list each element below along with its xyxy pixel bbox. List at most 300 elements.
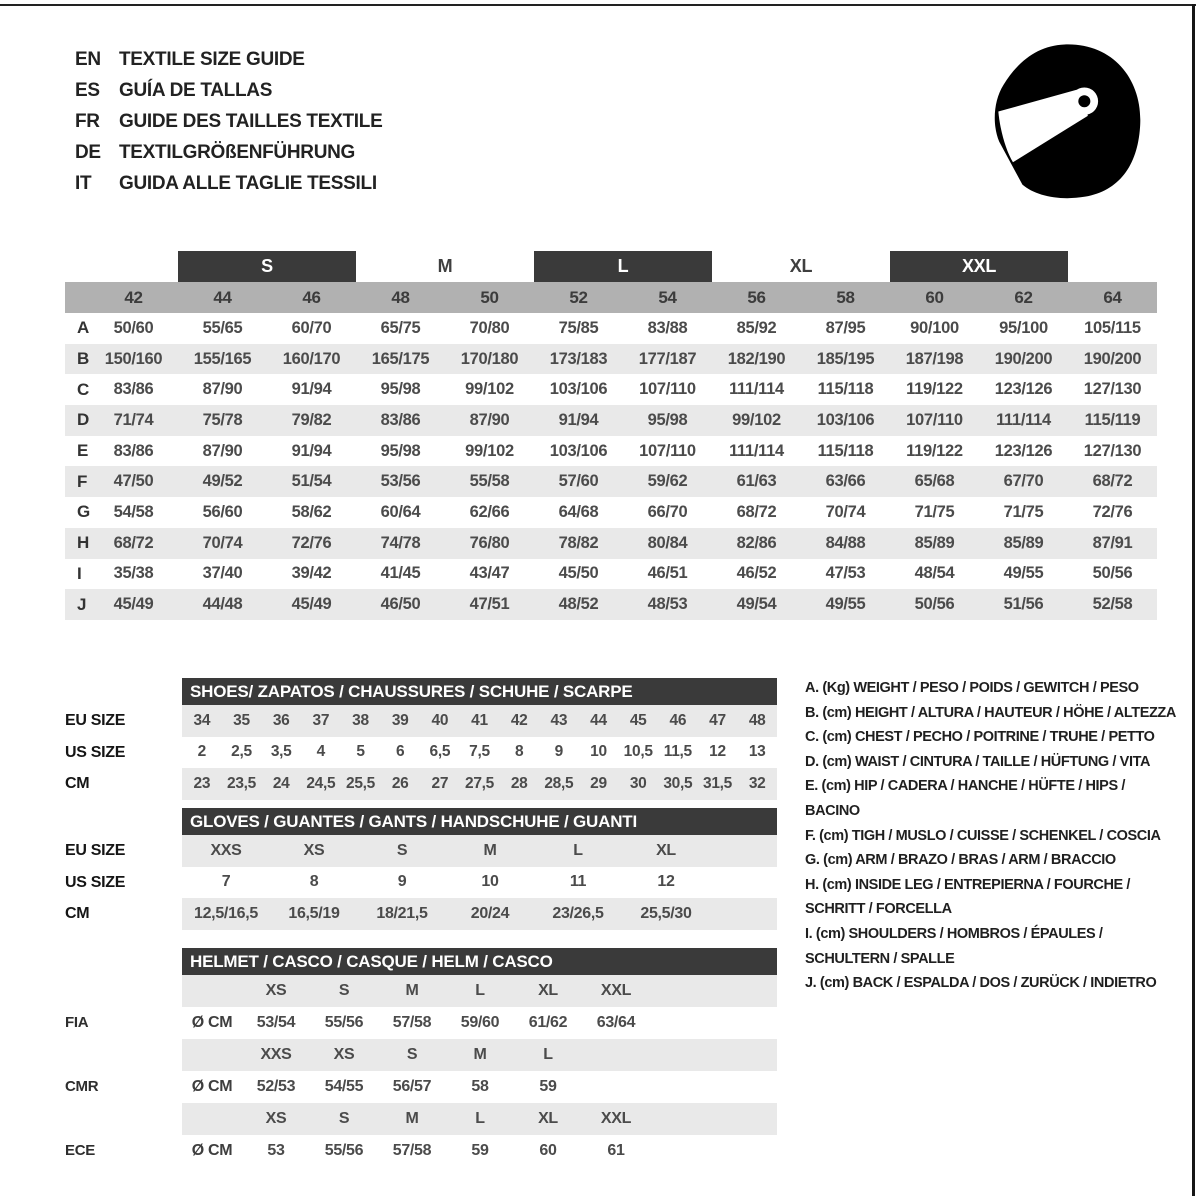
language-code: EN bbox=[75, 49, 101, 70]
textile-row-E bbox=[65, 436, 1157, 467]
textile-value: 71/75 bbox=[914, 502, 955, 521]
textile-row-label: C bbox=[77, 379, 89, 399]
numeric-spacer bbox=[65, 282, 89, 313]
textile-value: 68/72 bbox=[736, 502, 777, 521]
helmet-value: 60 bbox=[539, 1142, 557, 1159]
textile-value: 190/200 bbox=[1083, 349, 1142, 368]
textile-row-label: G bbox=[77, 502, 90, 522]
textile-value: 65/75 bbox=[380, 318, 421, 337]
textile-value: 107/110 bbox=[906, 410, 963, 429]
diameter-unit: Ø CM bbox=[191, 1142, 233, 1159]
textile-value: 51/56 bbox=[1003, 595, 1044, 614]
gloves-value: L bbox=[573, 841, 583, 859]
shoes-value: 31,5 bbox=[703, 774, 732, 792]
textile-row-I bbox=[65, 559, 1157, 590]
gloves-value: XS bbox=[303, 841, 325, 859]
textile-value: 76/80 bbox=[469, 533, 510, 552]
shoes-value: 32 bbox=[748, 774, 766, 792]
textile-value: 170/180 bbox=[460, 349, 519, 368]
language-row-en bbox=[75, 44, 382, 75]
textile-value: 41/45 bbox=[380, 564, 421, 583]
textile-value: 48/54 bbox=[914, 564, 955, 583]
shoes-value: 45 bbox=[629, 711, 647, 729]
shoes-value: 30 bbox=[629, 774, 647, 792]
legend-item: E. (cm) HIP / CADERA / HANCHE / HÜFTE / HIPS / BACINO bbox=[805, 778, 1125, 819]
textile-value: 111/114 bbox=[996, 410, 1051, 429]
textile-value: 190/200 bbox=[994, 349, 1053, 368]
helmet-band-spacer bbox=[182, 975, 242, 1007]
language-title: GUÍA DE TALLAS bbox=[119, 80, 273, 101]
helmet-standard-FIA: FIA bbox=[65, 1014, 89, 1031]
helmet-size-header: S bbox=[338, 982, 350, 999]
textile-value: 50/56 bbox=[1092, 564, 1133, 583]
helmet-section bbox=[65, 948, 777, 1167]
gloves-section bbox=[65, 808, 777, 930]
helmet-size-header: XS bbox=[265, 982, 287, 999]
shoes-row-label: US SIZE bbox=[65, 743, 126, 761]
numeric-size-52: 52 bbox=[569, 287, 588, 307]
textile-value: 119/122 bbox=[906, 441, 963, 460]
textile-value: 90/100 bbox=[910, 318, 959, 337]
language-title: TEXTILGRÖßENFÜHRUNG bbox=[119, 142, 356, 163]
textile-value: 75/78 bbox=[202, 410, 243, 429]
shoes-value: 4 bbox=[316, 743, 325, 761]
shoes-value: 27,5 bbox=[465, 774, 494, 792]
numeric-size-54: 54 bbox=[658, 287, 677, 307]
numeric-size-60: 60 bbox=[925, 287, 944, 307]
helmet-size-header: XS bbox=[333, 1046, 355, 1063]
textile-value: 75/85 bbox=[558, 318, 599, 337]
gloves-value: M bbox=[483, 841, 497, 859]
helmet-value: 55/56 bbox=[324, 1142, 364, 1159]
language-row-es bbox=[75, 75, 382, 106]
textile-value: 70/74 bbox=[202, 533, 243, 552]
textile-value: 111/114 bbox=[729, 441, 784, 460]
shoes-value: 27 bbox=[431, 774, 449, 792]
textile-row-label: A bbox=[77, 318, 89, 338]
helmet-size-header: S bbox=[406, 1046, 418, 1063]
gloves-labels bbox=[65, 808, 182, 930]
size-group-M: M bbox=[437, 256, 453, 276]
shoes-value: 5 bbox=[356, 743, 365, 761]
textile-row-D bbox=[65, 405, 1157, 436]
helmet-title: HELMET / CASCO / CASQUE / HELM / CASCO bbox=[190, 951, 553, 971]
textile-value: 177/187 bbox=[638, 349, 697, 368]
shoes-value: 34 bbox=[193, 711, 211, 729]
textile-value: 49/52 bbox=[202, 472, 243, 491]
textile-value: 71/75 bbox=[1003, 502, 1044, 521]
shoes-value: 6 bbox=[396, 743, 405, 761]
helmet-value: 63/64 bbox=[596, 1014, 636, 1031]
textile-row-C bbox=[65, 374, 1157, 405]
numeric-size-56: 56 bbox=[747, 287, 766, 307]
helmet-value: 55/56 bbox=[324, 1014, 364, 1031]
legend-item: C. (cm) CHEST / PECHO / POITRINE / TRUHE / PETTO bbox=[805, 729, 1155, 746]
shoes-value: 6,5 bbox=[429, 743, 451, 761]
textile-row-A bbox=[65, 313, 1157, 344]
legend-item: D. (cm) WAIST / CINTURA / TAILLE / HÜFTUNG / VITA bbox=[805, 753, 1151, 770]
language-title: GUIDE DES TAILLES TEXTILE bbox=[119, 111, 383, 132]
shoes-value: 30,5 bbox=[663, 774, 693, 792]
textile-value: 105/115 bbox=[1084, 318, 1141, 337]
helmet-label-spacer bbox=[65, 1039, 182, 1071]
language-row-fr bbox=[75, 106, 382, 137]
textile-value: 68/72 bbox=[113, 533, 154, 552]
shoes-value: 2 bbox=[197, 743, 206, 761]
helmet-value: 58 bbox=[471, 1078, 489, 1095]
helmet-band-spacer bbox=[182, 1039, 242, 1071]
language-title: GUIDA ALLE TAGLIE TESSILI bbox=[119, 173, 377, 194]
numeric-size-50: 50 bbox=[480, 287, 499, 307]
textile-value: 103/106 bbox=[549, 441, 608, 460]
language-row-de bbox=[75, 137, 382, 168]
textile-value: 46/51 bbox=[647, 564, 688, 583]
textile-size-table bbox=[65, 251, 1157, 620]
textile-value: 47/50 bbox=[113, 472, 154, 491]
shoes-value: 42 bbox=[510, 711, 528, 729]
helmet-value-row bbox=[182, 1135, 777, 1167]
shoes-value: 7,5 bbox=[469, 743, 490, 761]
shoes-value: 46 bbox=[669, 711, 687, 729]
textile-value: 127/130 bbox=[1083, 441, 1142, 460]
shoes-title-bar bbox=[182, 678, 777, 705]
textile-value: 49/55 bbox=[825, 595, 866, 614]
language-header bbox=[75, 44, 382, 199]
shoes-value: 13 bbox=[748, 743, 766, 761]
textile-row-label: D bbox=[77, 410, 89, 430]
numeric-size-48: 48 bbox=[391, 287, 410, 307]
textile-value: 80/84 bbox=[647, 533, 688, 552]
helmet-value bbox=[582, 1071, 650, 1103]
textile-value: 45/50 bbox=[558, 564, 599, 583]
textile-value: 115/118 bbox=[817, 441, 874, 460]
helmet-label-spacer bbox=[65, 975, 182, 1007]
textile-value: 85/89 bbox=[914, 533, 955, 552]
textile-value: 85/92 bbox=[736, 318, 777, 337]
textile-value: 150/160 bbox=[104, 349, 163, 368]
helmet-size-header: XXL bbox=[600, 982, 632, 999]
gloves-value: S bbox=[396, 841, 408, 859]
textile-value: 84/88 bbox=[825, 533, 866, 552]
textile-value: 72/76 bbox=[1092, 502, 1133, 521]
gloves-value: 16,5/19 bbox=[288, 904, 340, 922]
textile-value: 103/106 bbox=[549, 380, 608, 399]
textile-value: 107/110 bbox=[639, 441, 696, 460]
shoes-value: 10 bbox=[590, 743, 607, 761]
textile-value: 67/70 bbox=[1003, 472, 1044, 491]
language-code: FR bbox=[75, 111, 100, 132]
shoes-value: 41 bbox=[471, 711, 488, 729]
textile-value: 46/50 bbox=[380, 595, 421, 614]
helmet-size-header: L bbox=[475, 982, 485, 999]
textile-row-label: F bbox=[77, 471, 88, 491]
legend-item: G. (cm) ARM / BRAZO / BRAS / ARM / BRACCIO bbox=[805, 852, 1116, 869]
gloves-row-label: US SIZE bbox=[65, 873, 126, 891]
textile-value: 95/100 bbox=[999, 318, 1048, 337]
shoes-value: 39 bbox=[391, 711, 409, 729]
racing-helmet-icon bbox=[982, 36, 1154, 206]
shoes-value: 12 bbox=[709, 743, 726, 761]
shoes-value: 11,5 bbox=[663, 743, 692, 761]
textile-value: 87/90 bbox=[202, 380, 243, 399]
size-group-XXL: XXL bbox=[890, 251, 1068, 282]
textile-value: 52/58 bbox=[1092, 595, 1133, 614]
textile-value: 66/70 bbox=[647, 502, 688, 521]
gloves-row-label: CM bbox=[65, 905, 90, 922]
numeric-size-58: 58 bbox=[836, 287, 855, 307]
shoes-section bbox=[65, 678, 777, 800]
shoes-value: 47 bbox=[709, 711, 726, 729]
textile-value: 79/82 bbox=[291, 410, 332, 429]
textile-value: 85/89 bbox=[1003, 533, 1044, 552]
textile-value: 39/42 bbox=[291, 564, 332, 583]
shoes-row-label: EU SIZE bbox=[65, 712, 126, 729]
shoes-value: 24,5 bbox=[306, 774, 336, 792]
shoes-row bbox=[182, 705, 777, 737]
legend-item: B. (cm) HEIGHT / ALTURA / HAUTEUR / HÖHE / ALTEZZA bbox=[805, 704, 1176, 721]
gloves-value: XL bbox=[656, 841, 676, 859]
gloves-value: XXS bbox=[210, 841, 242, 859]
language-code: IT bbox=[75, 173, 92, 194]
shoes-value: 43 bbox=[550, 711, 568, 729]
diameter-unit: Ø CM bbox=[191, 1014, 233, 1031]
textile-row-G bbox=[65, 497, 1157, 528]
shoes-row bbox=[182, 737, 777, 769]
textile-row-H bbox=[65, 528, 1157, 559]
textile-value: 99/102 bbox=[465, 380, 514, 399]
textile-value: 91/94 bbox=[291, 380, 332, 399]
shoes-value: 23 bbox=[193, 774, 211, 792]
textile-row-label: E bbox=[77, 441, 89, 461]
textile-row-B bbox=[65, 344, 1157, 375]
textile-value: 44/48 bbox=[202, 595, 243, 614]
textile-value: 165/175 bbox=[371, 349, 430, 368]
shoes-value: 38 bbox=[352, 711, 369, 729]
gloves-value: 11 bbox=[569, 873, 587, 891]
textile-value: 95/98 bbox=[380, 380, 421, 399]
legend-item: J. (cm) BACK / ESPALDA / DOS / ZURÜCK / INDIETRO bbox=[805, 975, 1157, 992]
helmet-value-row bbox=[182, 1071, 777, 1103]
textile-value: 56/60 bbox=[202, 502, 243, 521]
textile-row-F bbox=[65, 466, 1157, 497]
textile-value: 50/60 bbox=[113, 318, 154, 337]
textile-value: 185/195 bbox=[816, 349, 875, 368]
textile-value: 60/64 bbox=[380, 502, 421, 521]
helmet-value: 54/55 bbox=[324, 1078, 364, 1095]
shoes-title: SHOES/ ZAPATOS / CHAUSSURES / SCHUHE / SCARPE bbox=[190, 681, 633, 701]
gloves-title: GLOVES / GUANTES / GANTS / HANDSCHUHE / GUANTI bbox=[190, 811, 637, 831]
textile-value: 91/94 bbox=[558, 410, 599, 429]
gloves-value: 12 bbox=[657, 873, 675, 891]
textile-value: 83/86 bbox=[113, 441, 154, 460]
shoes-value: 44 bbox=[590, 711, 607, 729]
textile-value: 35/38 bbox=[113, 564, 154, 583]
shoes-value: 25,5 bbox=[346, 774, 375, 792]
shoes-value: 35 bbox=[233, 711, 250, 729]
textile-value: 127/130 bbox=[1083, 380, 1142, 399]
legend-item: A. (Kg) WEIGHT / PESO / POIDS / GEWITCH / PESO bbox=[805, 680, 1139, 696]
textile-value: 95/98 bbox=[380, 441, 421, 460]
textile-value: 47/51 bbox=[469, 595, 510, 614]
textile-value: 173/183 bbox=[549, 349, 608, 368]
textile-row-J bbox=[65, 589, 1157, 620]
textile-value: 123/126 bbox=[994, 441, 1053, 460]
helmet-size-header: M bbox=[405, 982, 419, 999]
textile-value: 46/52 bbox=[736, 564, 777, 583]
helmet-value: 56/57 bbox=[392, 1078, 432, 1095]
textile-value: 119/122 bbox=[906, 380, 963, 399]
group-spacer bbox=[65, 251, 178, 282]
textile-value: 160/170 bbox=[282, 349, 341, 368]
helmet-value: 57/58 bbox=[392, 1014, 432, 1031]
textile-value: 155/165 bbox=[193, 349, 252, 368]
textile-value: 87/91 bbox=[1092, 533, 1133, 552]
textile-value: 63/66 bbox=[825, 472, 866, 491]
gloves-value: 12,5/16,5 bbox=[193, 904, 259, 922]
numeric-size-46: 46 bbox=[302, 287, 321, 307]
textile-value: 107/110 bbox=[639, 380, 696, 399]
diameter-unit: Ø CM bbox=[191, 1078, 233, 1095]
shoes-value: 28,5 bbox=[544, 774, 574, 792]
textile-value: 87/95 bbox=[825, 318, 866, 337]
helmet-value: 52/53 bbox=[256, 1078, 296, 1095]
shoes-row bbox=[182, 768, 777, 800]
textile-value: 87/90 bbox=[202, 441, 243, 460]
textile-value: 47/53 bbox=[825, 564, 866, 583]
helmet-size-header: S bbox=[338, 1110, 350, 1127]
textile-value: 70/80 bbox=[469, 318, 510, 337]
textile-value: 87/90 bbox=[469, 410, 510, 429]
textile-value: 59/62 bbox=[647, 472, 688, 491]
helmet-size-header: XL bbox=[538, 1110, 558, 1127]
gloves-value: 23/26,5 bbox=[552, 904, 604, 922]
gloves-row bbox=[182, 835, 777, 867]
textile-value: 71/74 bbox=[113, 410, 154, 429]
helmet-standard-CMR: CMR bbox=[65, 1078, 99, 1095]
shoes-value: 48 bbox=[748, 711, 766, 729]
textile-value: 83/86 bbox=[380, 410, 421, 429]
textile-value: 51/54 bbox=[291, 472, 332, 491]
textile-row-label: J bbox=[77, 594, 87, 614]
textile-value: 103/106 bbox=[816, 410, 875, 429]
helmet-value: 59/60 bbox=[460, 1014, 500, 1031]
textile-value: 99/102 bbox=[465, 441, 514, 460]
gloves-value: 25,5/30 bbox=[640, 904, 692, 922]
shoes-value: 2,5 bbox=[231, 743, 252, 761]
textile-value: 54/58 bbox=[113, 502, 154, 521]
language-code: ES bbox=[75, 80, 100, 101]
textile-value: 74/78 bbox=[380, 533, 421, 552]
helmet-value-row bbox=[182, 1007, 777, 1039]
helmet-value: 61 bbox=[607, 1142, 625, 1159]
gloves-value: 18/21,5 bbox=[376, 904, 428, 922]
textile-value: 70/74 bbox=[825, 502, 866, 521]
helmet-label-spacer bbox=[65, 1103, 182, 1135]
textile-value: 60/70 bbox=[291, 318, 332, 337]
textile-value: 91/94 bbox=[291, 441, 332, 460]
textile-value: 49/54 bbox=[736, 595, 777, 614]
helmet-size-header: XXS bbox=[260, 1046, 292, 1063]
textile-value: 187/198 bbox=[905, 349, 964, 368]
legend-list bbox=[805, 676, 1177, 996]
shoes-row-label: CM bbox=[65, 775, 90, 792]
textile-value: 55/65 bbox=[202, 318, 243, 337]
shoes-value: 37 bbox=[312, 711, 330, 729]
helmet-rows bbox=[182, 975, 777, 1167]
numeric-size-44: 44 bbox=[213, 287, 232, 307]
textile-value: 78/82 bbox=[558, 533, 599, 552]
shoes-value: 36 bbox=[272, 711, 290, 729]
language-title: TEXTILE SIZE GUIDE bbox=[119, 49, 305, 70]
shoes-value: 28 bbox=[510, 774, 528, 792]
shoes-value: 9 bbox=[554, 743, 563, 761]
helmet-size-band bbox=[182, 1039, 777, 1071]
textile-value: 43/47 bbox=[469, 564, 510, 583]
textile-value: 62/66 bbox=[469, 502, 510, 521]
numeric-size-62: 62 bbox=[1014, 287, 1033, 307]
shoes-labels bbox=[65, 678, 182, 800]
size-group-S: S bbox=[178, 251, 356, 282]
helmet-standard-ECE: ECE bbox=[65, 1142, 95, 1159]
textile-value: 68/72 bbox=[1092, 472, 1133, 491]
helmet-title-bar bbox=[182, 948, 777, 975]
gloves-value: 8 bbox=[309, 873, 319, 891]
textile-value: 64/68 bbox=[558, 502, 599, 521]
gloves-value: 10 bbox=[481, 873, 499, 891]
helmet-size-header: M bbox=[473, 1046, 487, 1063]
helmet-size-header: XS bbox=[265, 1110, 287, 1127]
gloves-row-label: EU SIZE bbox=[65, 842, 126, 859]
helmet-value: 53 bbox=[267, 1142, 285, 1159]
gloves-title-bar bbox=[182, 808, 777, 835]
textile-value: 65/68 bbox=[914, 472, 955, 491]
numeric-size-64: 64 bbox=[1103, 287, 1122, 307]
textile-value: 49/55 bbox=[1003, 564, 1044, 583]
gloves-value: 7 bbox=[221, 873, 231, 891]
gloves-value: 20/24 bbox=[470, 904, 510, 922]
textile-value: 37/40 bbox=[202, 564, 243, 583]
textile-value: 123/126 bbox=[994, 380, 1053, 399]
textile-value: 45/49 bbox=[113, 595, 154, 614]
gloves-row bbox=[182, 867, 777, 899]
textile-value: 50/56 bbox=[914, 595, 955, 614]
language-code: DE bbox=[75, 142, 101, 163]
legend-item: H. (cm) INSIDE LEG / ENTREPIERNA / FOURCHE / SCHRITT / FORCELLA bbox=[805, 876, 1131, 918]
textile-value: 53/56 bbox=[380, 472, 421, 491]
textile-value: 61/63 bbox=[736, 472, 777, 491]
legend-item: F. (cm) TIGH / MUSLO / CUISSE / SCHENKEL / COSCIA bbox=[805, 827, 1161, 844]
gloves-row bbox=[182, 898, 777, 930]
textile-value: 95/98 bbox=[647, 410, 688, 429]
textile-value: 99/102 bbox=[732, 410, 781, 429]
shoes-value: 26 bbox=[391, 774, 409, 792]
textile-size-groups bbox=[65, 251, 1157, 282]
textile-rows bbox=[65, 313, 1157, 620]
textile-value: 45/49 bbox=[291, 595, 332, 614]
textile-value: 72/76 bbox=[291, 533, 332, 552]
helmet-labels bbox=[65, 948, 182, 1167]
shoes-value: 29 bbox=[590, 774, 607, 792]
textile-value: 48/53 bbox=[647, 595, 688, 614]
size-group-L: L bbox=[534, 251, 712, 282]
sheet-top-border bbox=[0, 4, 1196, 6]
textile-row-label: H bbox=[77, 533, 89, 553]
textile-value: 82/86 bbox=[736, 533, 777, 552]
helmet-value: 57/58 bbox=[392, 1142, 432, 1159]
helmet-size-header: XXL bbox=[600, 1110, 632, 1127]
textile-value: 57/60 bbox=[558, 472, 599, 491]
helmet-band-spacer bbox=[182, 1103, 242, 1135]
